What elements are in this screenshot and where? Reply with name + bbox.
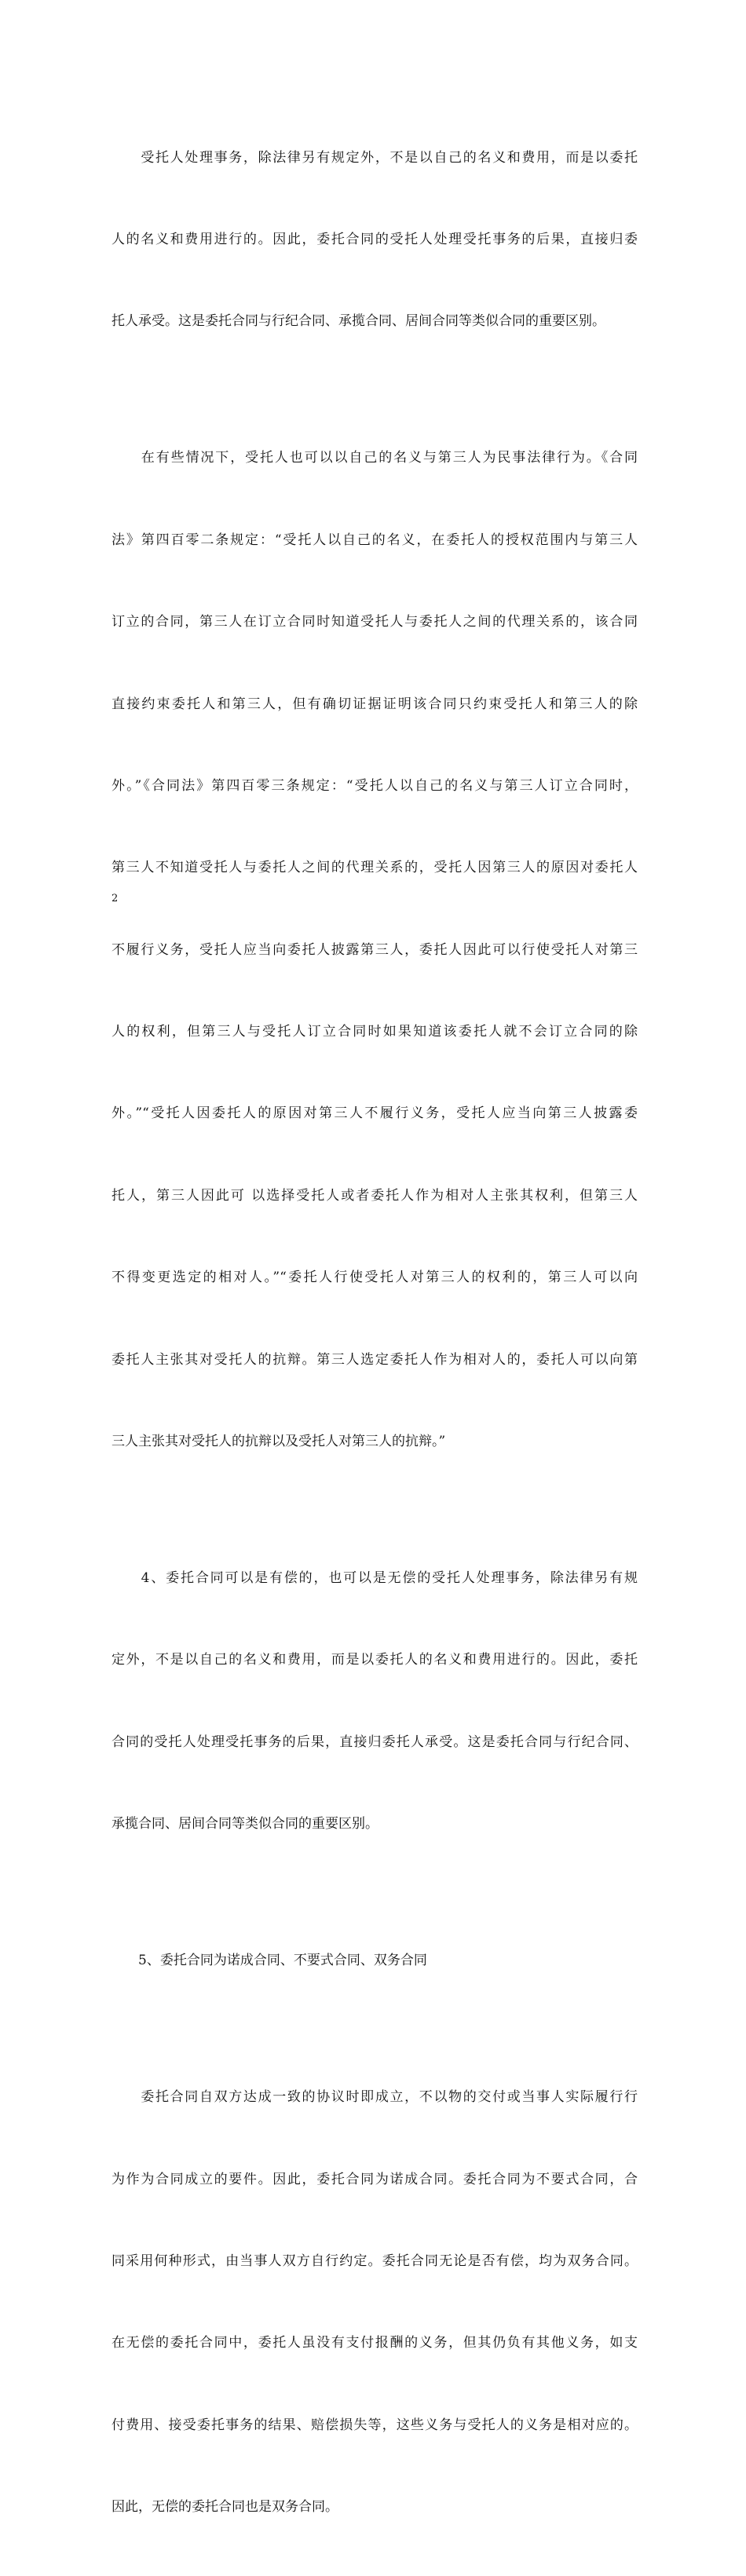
text-line: 5、委托合同为诺成合同、不要式合同、双务合同	[112, 1953, 427, 1969]
text-line: 合同的受托人处理受托事务的后果，直接归委托人承受。这是委托合同与行纪合同、	[112, 1734, 638, 1750]
text-line: 托人，第三人因此可 以选择受托人或者委托人作为相对人主张其权利，但第三人	[112, 1187, 638, 1204]
text-line: 三人主张其对受托人的抗辩以及受托人对第三人的抗辩。”	[112, 1434, 446, 1450]
text-line: 为作为合同成立的要件。因此，委托合同为诺成合同。委托合同为不要式合同，合	[112, 2171, 638, 2187]
text-line: 委托人主张其对受托人的抗辩。第三人选定委托人作为相对人的，委托人可以向第	[112, 1351, 638, 1368]
text-line: 同采用何种形式，由当事人双方自行约定。委托合同无论是否有偿，均为双务合同。	[112, 2253, 638, 2269]
text-line: 承揽合同、居间合同等类似合同的重要区别。	[112, 1816, 378, 1832]
text-line: 委托合同自双方达成一致的协议时即成立，不以物的交付或当事人实际履行行	[112, 2089, 638, 2106]
text-line: 定外，不是以自己的名义和费用，而是以委托人的名义和费用进行的。因此，委托	[112, 1652, 638, 1668]
text-line: 托人承受。这是委托合同与行纪合同、承揽合同、居间合同等类似合同的重要区别。	[112, 313, 605, 330]
paragraph-1	[112, 90, 638, 390]
paragraph-4-heading	[112, 1893, 638, 2030]
text-line: 直接约束委托人和第三人，但有确切证据证明该合同只约束受托人和第三人的除	[112, 696, 638, 712]
text-line: 订立的合同，第三人在订立合同时知道受托人与委托人之间的代理关系的，该合同	[112, 614, 638, 630]
text-line: 受托人处理事务，除法律另有规定外，不是以自己的名义和费用，而是以委托	[112, 149, 638, 166]
text-line: 不履行义务，受托人应当向委托人披露第三人，委托人因此可以行使受托人对第三	[112, 941, 638, 958]
text-line: 人的名义和费用进行的。因此，委托合同的受托人处理受托事务的后果，直接归委	[112, 231, 638, 247]
page-number: 2	[112, 893, 119, 904]
text-line: 外。”《合同法》第四百零三条规定：“受托人以自己的名义与第三人订立合同时，	[112, 777, 638, 794]
text-line: 在无偿的委托合同中，委托人虽没有支付报酬的义务，但其仍负有其他义务，如支	[112, 2335, 638, 2351]
text-line: 在有些情况下，受托人也可以以自己的名义与第三人为民事法律行为。《合同	[112, 450, 638, 466]
text-line: 因此，无偿的委托合同也是双务合同。	[112, 2499, 338, 2516]
text-line: 付费用、接受委托事务的结果、赔偿损失等，这些义务与受托人的义务是相对应的。	[112, 2417, 638, 2433]
text-line: 4、委托合同可以是有偿的，也可以是无偿的受托人处理事务，除法律另有规	[112, 1570, 638, 1587]
paragraph-2	[112, 390, 638, 1511]
paragraph-3	[112, 1510, 638, 1892]
text-line: 法》第四百零二条规定：“受托人以自己的名义，在委托人的授权范围内与第三人	[112, 532, 638, 548]
text-line: 人的权利，但第三人与受托人订立合同时如果知道该委托人就不会订立合同的除	[112, 1024, 638, 1040]
paragraph-5	[112, 2030, 638, 2576]
text-line: 不得变更选定的相对人。”“委托人行使受托人对第三人的权利的，第三人可以向	[112, 1270, 638, 1286]
text-line: 外。”“受托人因委托人的原因对第三人不履行义务，受托人应当向第三人披露委	[112, 1105, 638, 1122]
body-text	[112, 90, 638, 2576]
text-line: 第三人不知道受托人与委托人之间的代理关系的，受托人因第三人的原因对委托人	[112, 860, 638, 876]
